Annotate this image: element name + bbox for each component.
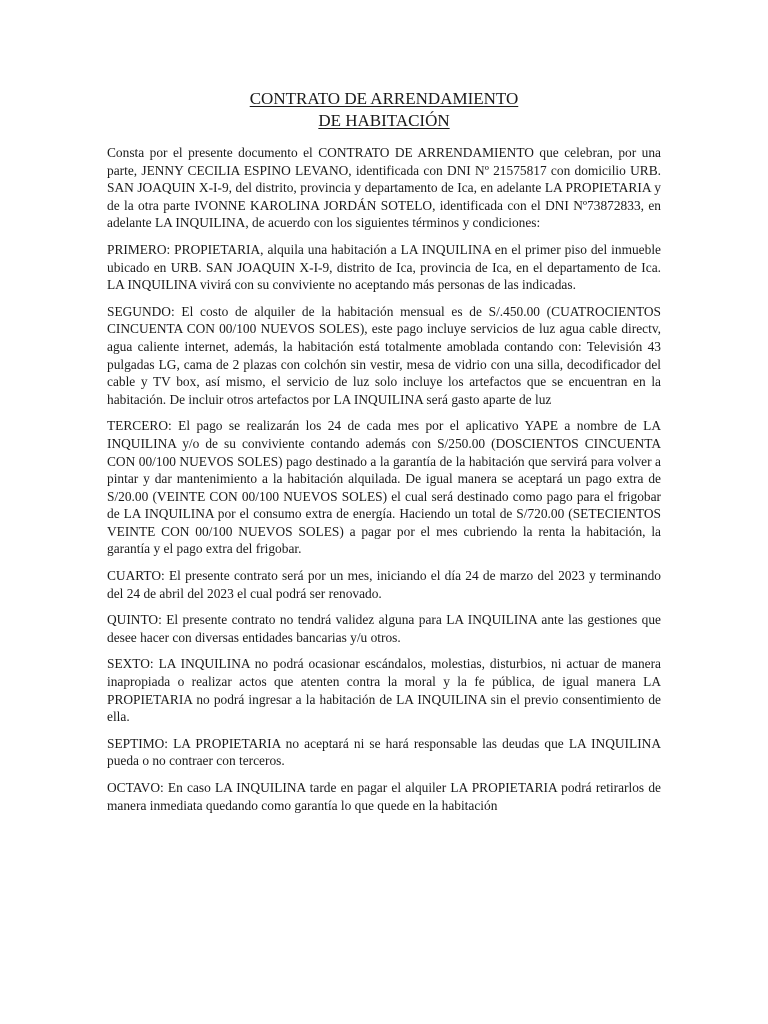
clause-text: LA INQUILINA no podrá ocasionar escándalos, molestias, disturbios, ni actuar de manera inapropiada o realizar actos que atenten contra la moral y la fe pública, de igual manera LA PROPIETARIA no podrá ingresar a la habitación de LA INQUILINA sin el previo consentimiento de ella. [107,656,661,725]
clause-text: El pago se realizarán los 24 de cada mes por el aplicativo YAPE a nombre de LA INQUILINA y/o de su conviviente contando además con S/250.00 (DOSCIENTOS CINCUENTA CON 00/100 NUEVOS SOLES) pago destinado a la garantía de la habitación que servirá para volver a pintar y dar mantenimiento a la habitación alquilada. De igual manera se aceptará un pago extra de S/20.00 (VEINTE CON 00/100 NUEVOS SOLES) el cual será destinado como pago para el frigobar de LA INQUILINA por el consumo extra de energía. Haciendo un total de S/720.00 (SETECIENTOS VEINTE CON 00/100 NUEVOS SOLES) a pagar por el mes cubriendo la renta la habitación, la garantía y el pago extra del frigobar. [107,418,661,557]
clause-primero [107,241,661,294]
clause-lead: QUINTO: [107,612,162,628]
clause-text: El presente contrato será por un mes, iniciando el día 24 de marzo del 2023 y terminando del 24 de abril del 2023 el cual podrá ser renovado. [107,568,661,601]
clause-lead: PRIMERO: [107,241,171,257]
title-line-1: CONTRATO DE ARRENDAMIENTO [249,89,519,108]
clause-sexto [107,655,661,725]
clause-text: En caso LA INQUILINA tarde en pagar el alquiler LA PROPIETARIA podrá retirarlos de manera inmediata quedando como garantía lo que quede en la habitación [107,780,661,813]
clause-text: El costo de alquiler de la habitación mensual es de S/.450.00 (CUATROCIENTOS CINCUENTA CON 00/100 NUEVOS SOLES), este pago incluye servicios de luz agua cable directv, agua caliente internet, además, la habitación está totalmente amoblada contando con: Televisión 43 pulgadas LG, cama de 2 plazas con colchón sin vestir, mesa de vidrio con una silla, decodificador del cable y TV box, así mismo, el servicio de luz solo incluye los artefactos que se encuentran en la habitación. De incluir otros artefactos por LA INQUILINA será gasto aparte de luz [107,303,661,407]
clause-octavo [107,779,661,814]
clause-text: PROPIETARIA, alquila una habitación a LA INQUILINA en el primer piso del inmueble ubicado en URB. SAN JOAQUIN X-I-9, distrito de Ica, provincia de Ica, en el departamento de Ica. LA INQUILINA vivirá con su conviviente no aceptando más personas de las indicadas. [107,241,661,293]
document-title [107,88,661,132]
clause-quinto [107,611,661,646]
clause-lead: CUARTO: [107,568,165,584]
clause-cuarto [107,567,661,602]
clause-tercero [107,417,661,558]
clause-text: El presente contrato no tendrá validez alguna para LA INQUILINA ante las gestiones que desee hacer con diversas entidades bancarias y/u otros. [107,612,661,645]
clause-lead: SEPTIMO: [107,735,169,751]
clause-lead: TERCERO: [107,418,172,434]
intro-paragraph: Consta por el presente documento el CONTRATO DE ARRENDAMIENTO que celebran, por una parte, JENNY CECILIA ESPINO LEVANO, identificada con DNI Nº 21575817 con domicilio URB. SAN JOAQUIN X-I-9, del distrito, provincia y departamento de Ica, en adelante LA PROPIETARIA y de la otra parte IVONNE KAROLINA JORDÁN SOTELO, identificada con el DNI Nº73872833, en adelante LA INQUILINA, de acuerdo con los siguientes términos y condiciones: [107,145,661,231]
title-line-2: DE HABITACIÓN [318,111,450,130]
clause-septimo [107,735,661,770]
clause-lead: SEGUNDO: [107,303,175,319]
document-page [107,88,661,823]
clause-segundo [107,303,661,409]
clause-lead: SEXTO: [107,656,154,672]
clause-lead: OCTAVO: [107,780,164,795]
clause-text: LA PROPIETARIA no aceptará ni se hará responsable las deudas que LA INQUILINA pueda o no contraer con terceros. [107,735,661,769]
